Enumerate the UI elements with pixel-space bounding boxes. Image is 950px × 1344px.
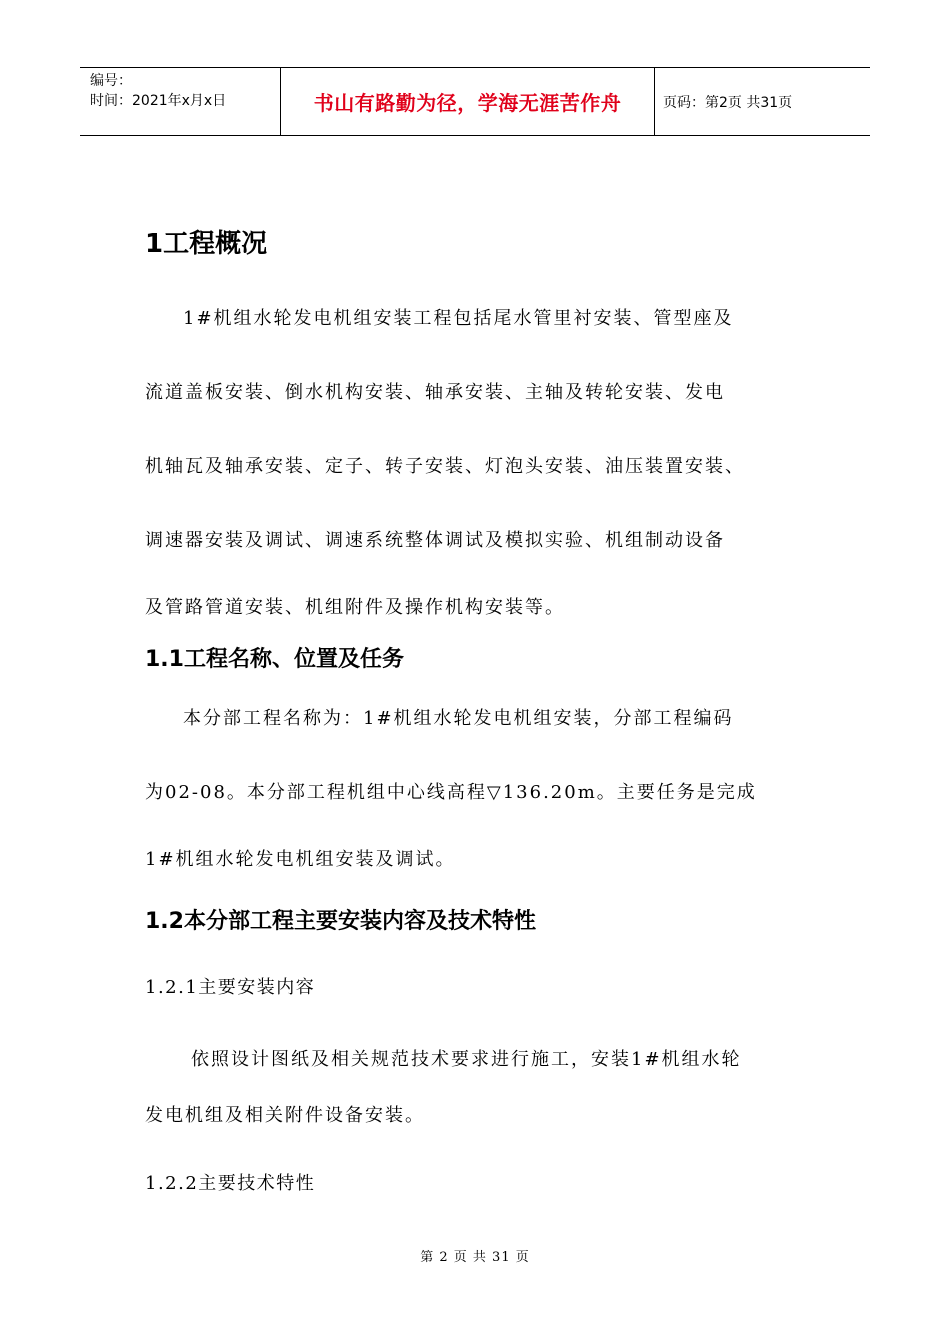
- page-footer: 第 2 页 共 31 页: [420, 1250, 530, 1265]
- subsection-1-2-1-paragraph: [145, 1032, 820, 1144]
- paragraph-line: 依照设计图纸及相关规范技术要求进行施工，安装1#机组水轮: [191, 1049, 742, 1070]
- paragraph-line: 调速器安装及调试、调速系统整体调试及模拟实验、机组制动设备: [145, 530, 725, 551]
- paragraph-line: 1#机组水轮发电机组安装及调试。: [145, 849, 456, 870]
- paragraph-line: 为02-08。本分部工程机组中心线高程▽136.20m。主要任务是完成: [145, 782, 757, 803]
- section-1-1-paragraph: [145, 682, 820, 890]
- subsection-1-2-1-title: 1.2.1主要安装内容: [145, 977, 316, 998]
- paragraph-line: 1#机组水轮发电机组安装工程包括尾水管里衬安装、管型座及: [183, 308, 734, 329]
- document-body: [145, 222, 820, 1214]
- section-1-2-title: 1.2本分部工程主要安装内容及技术特性: [145, 909, 536, 934]
- paragraph-line: 流道盖板安装、倒水机构安装、轴承安装、主轴及转轮安装、发电: [145, 382, 725, 403]
- paragraph-line: 及管路管道安装、机组附件及操作机构安装等。: [145, 597, 565, 618]
- section-1-title: 1工程概况: [145, 229, 268, 259]
- header-motto: 书山有路勤为径，学海无涯苦作舟: [281, 68, 655, 135]
- section-1-paragraph: [145, 282, 820, 638]
- document-number-label: 编号：: [90, 73, 132, 89]
- document-time-label: 时间：2021年x月x日: [90, 93, 227, 109]
- paragraph-line: 发电机组及相关附件设备安装。: [145, 1105, 425, 1126]
- header-page-info: 页码：第2页 共31页: [663, 94, 793, 111]
- subsection-1-2-2-title: 1.2.2主要技术特性: [145, 1173, 316, 1194]
- paragraph-line: 机轴瓦及轴承安装、定子、转子安装、灯泡头安装、油压装置安装、: [145, 456, 745, 477]
- page-header: [80, 67, 870, 136]
- section-1-1-title: 1.1工程名称、位置及任务: [145, 647, 404, 672]
- paragraph-line: 本分部工程名称为：1#机组水轮发电机组安装，分部工程编码: [183, 708, 734, 729]
- header-meta: [80, 68, 281, 135]
